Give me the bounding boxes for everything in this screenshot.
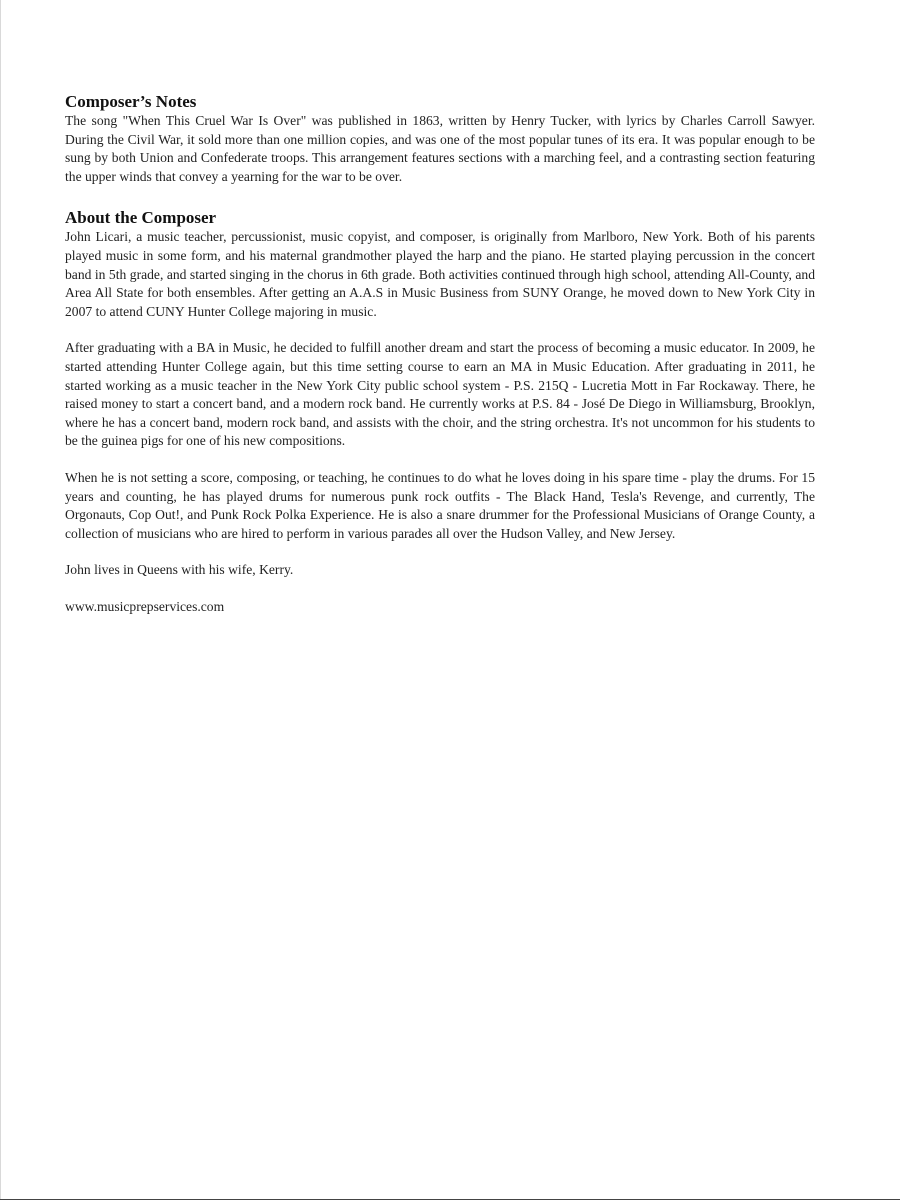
about-composer-section [65,208,815,616]
about-paragraph-2: After graduating with a BA in Music, he decided to fulfill another dream and start the process of becoming a music educator. In 2009, he started attending Hunter College again, but this time setting course to earn an MA in Music Education. After graduating in 2011, he started working as a music teacher in the New York City public school system - P.S. 215Q - Lucretia Mott in Far Rockaway. There, he raised money to start a concert band, and a modern rock band. He currently works at P.S. 84 - José De Diego in Williamsburg, Brooklyn, where he has a concert band, modern rock band, and assists with the choir, and the string orchestra. It's not uncommon for his students to be the guinea pigs for one of his new compositions. [65,340,815,449]
website-link[interactable]: www.musicprepservices.com [65,598,225,614]
section-spacer [65,186,815,208]
paragraph-spacer [65,543,815,561]
composers-notes-section [65,92,815,186]
paragraph-spacer [65,321,815,339]
composers-notes-body: The song "When This Cruel War Is Over" was published in 1863, written by Henry Tucker, with lyrics by Charles Carroll Sawyer. During the Civil War, it sold more than one million copies, and was one of the most popular tunes of its era. It was popular enough to be sung by both Union and Confederate troops. This arrangement features sections with a marching feel, and a contrasting section featuring the upper winds that convey a yearning for the war to be over. [65,113,815,184]
page-left-edge [0,0,1,1200]
family-line: John lives in Queens with his wife, Kerry. [65,562,294,578]
paragraph-spacer [65,580,815,598]
about-paragraph-1: John Licari, a music teacher, percussionist, music copyist, and composer, is originally from Marlboro, New York. Both of his parents played music in some form, and his maternal grandmother played the harp and the piano. He started playing percussion in the concert band in 5th grade, and started singing in the chorus in 6th grade. Both activities continued through high school, attending All-County, and Area All State for both ensembles. After getting an A.A.S in Music Business from SUNY Orange, he moved down to New York City in 2007 to attend CUNY Hunter College majoring in music. [65,229,815,319]
about-paragraph-3: When he is not setting a score, composing, or teaching, he continues to do what he loves doing in his spare time - play the drums. For 15 years and counting, he has played drums for numerous punk rock outfits - The Black Hand, Tesla's Revenge, and currently, The Orgonauts, Cop Out!, and Punk Rock Polka Experience. He is also a snare drummer for the Professional Musicians of Orange County, a collection of musicians who are hired to perform in various parades all over the Hudson Valley, and New Jersey. [65,469,815,541]
document-page [65,92,815,616]
composers-notes-heading: Composer’s Notes [65,92,197,111]
paragraph-spacer [65,451,815,469]
about-composer-heading: About the Composer [65,208,217,228]
